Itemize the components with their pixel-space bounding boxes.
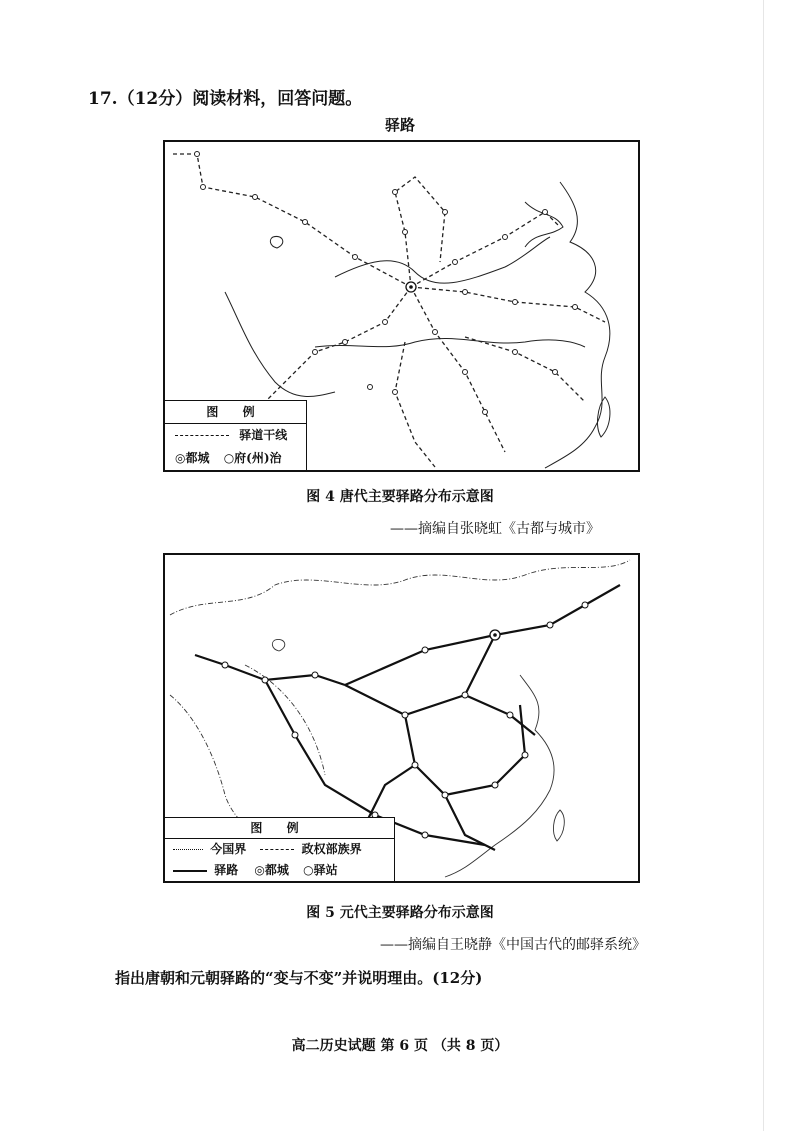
- task-prompt: 指出唐朝和元朝驿路的“变与不变”并说明理由。(12分): [115, 969, 483, 987]
- tang-road-southwest: [255, 287, 411, 412]
- figure5-source: ——摘编自王晓静《中国古代的邮驿系统》: [380, 937, 646, 953]
- figure5-caption: 图 5 元代主要驿路分布示意图: [306, 905, 494, 921]
- tang-road-south-branch: [395, 342, 435, 467]
- road-line-symbol: [173, 870, 207, 872]
- yuan-lake: [272, 639, 284, 651]
- tang-legend-prefecture: 府(州)治: [234, 451, 282, 465]
- tang-road-northwest: [173, 154, 411, 287]
- tang-river-yellow: [335, 237, 550, 283]
- tang-legend-title: 图 例: [165, 401, 306, 424]
- section-title: 驿路: [384, 116, 415, 134]
- yuan-legend: [165, 817, 395, 881]
- tang-capital-marker: [406, 282, 416, 292]
- yuan-road-center: [405, 705, 525, 795]
- yuan-map: [163, 553, 640, 883]
- tang-road-southeast: [465, 337, 585, 402]
- page-footer: 高二历史试题 第 6 页 （共 8 页）: [291, 1038, 509, 1054]
- yuan-taiwan-island: [553, 810, 564, 841]
- tang-legend: [165, 400, 307, 470]
- yuan-road-west: [195, 655, 345, 685]
- yuan-capital-marker: [490, 630, 500, 640]
- dashed-road-symbol: [175, 435, 229, 436]
- yuan-legend-border: 今国界: [210, 842, 247, 856]
- tang-road-south: [411, 287, 505, 452]
- yuan-legend-station: 驿站: [313, 863, 338, 877]
- tang-western-terrain: [225, 292, 335, 396]
- tang-map: [163, 140, 640, 472]
- prefecture-symbol-icon: ○: [223, 451, 235, 465]
- figure4-source: ——摘编自张晓虹《古都与城市》: [390, 521, 600, 537]
- yuan-legend-capital: 都城: [264, 863, 289, 877]
- tang-lake: [270, 236, 282, 248]
- regime-line-symbol: [260, 849, 294, 850]
- border-line-symbol: [173, 849, 203, 850]
- tang-coastline: [545, 182, 610, 468]
- page-edge: [763, 0, 764, 1131]
- yuan-road-east: [465, 695, 535, 735]
- yuan-legend-road: 驿路: [214, 863, 239, 877]
- yuan-coastline: [445, 675, 554, 877]
- capital-symbol-icon: ◎: [175, 451, 186, 465]
- figure4-caption: 图 4 唐代主要驿路分布示意图: [306, 489, 494, 505]
- yuan-border-north: [170, 560, 630, 615]
- tang-river-yangtze: [315, 338, 585, 347]
- yuan-border-inner: [245, 665, 325, 775]
- tang-legend-road: 驿道干线: [239, 428, 288, 442]
- yuan-road-north: [345, 585, 620, 685]
- tang-road-northeast: [411, 212, 560, 287]
- yuan-legend-regime: 政权部族界: [301, 842, 362, 856]
- station-symbol-icon: ○: [303, 863, 314, 877]
- tang-legend-capital: 都城: [185, 451, 210, 465]
- capital-symbol-icon: ◎: [254, 863, 265, 877]
- question-header: 17.（12分）阅读材料，回答问题。: [88, 89, 363, 109]
- yuan-legend-title: 图 例: [165, 818, 394, 839]
